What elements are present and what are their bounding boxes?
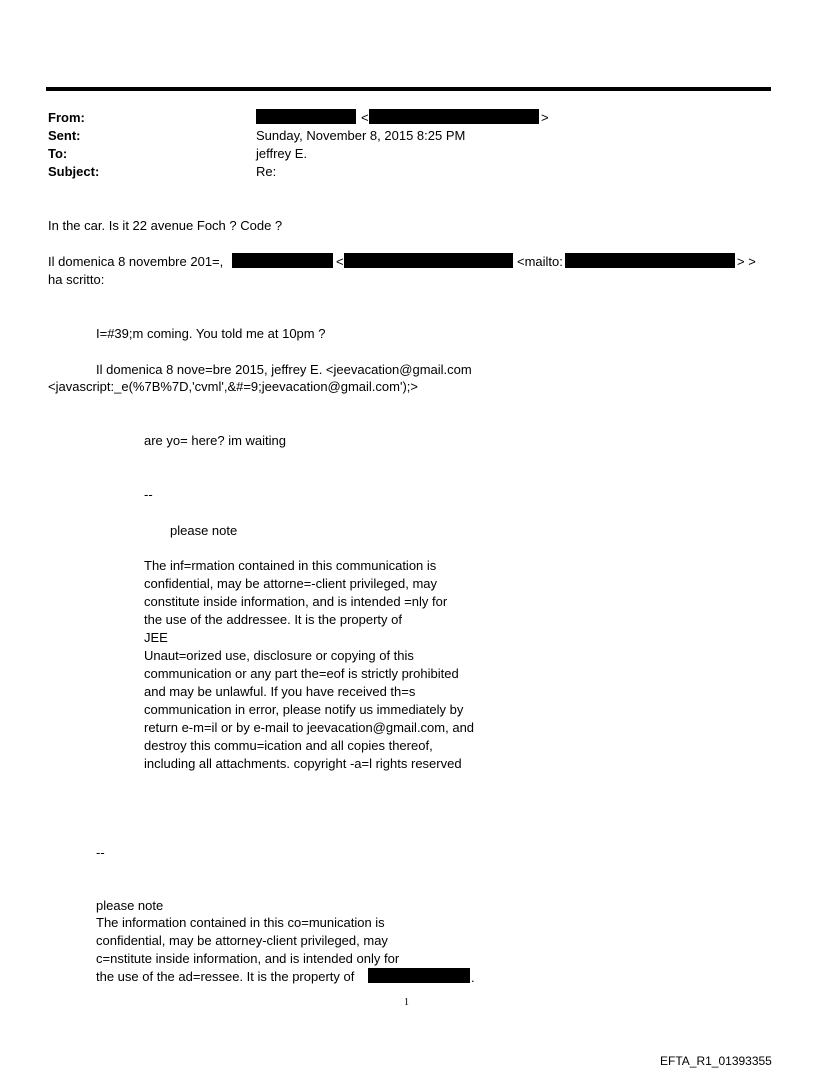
notice-line: destroy this commu=ication and all copies thereof,	[144, 738, 433, 753]
to-value: jeffrey E.	[256, 146, 308, 161]
subject-label: Subject:	[48, 164, 100, 179]
subject-value: Re:	[256, 164, 277, 179]
notice-line: The inf=rmation contained in this communication is	[144, 558, 437, 573]
notice-line: communication in error, please notify us immediately by	[144, 702, 464, 717]
notice2-line: the use of the ad=ressee. It is the property of	[96, 969, 355, 984]
notice2-line: The information contained in this co=munication is	[96, 915, 385, 930]
notice-line: including all attachments. copyright -a=l rights reserved	[144, 756, 462, 771]
notice-line: communication or any part the=eof is strictly prohibited	[144, 666, 459, 681]
notice-line: the use of the addressee. It is the property of	[144, 612, 402, 627]
sent-value: Sunday, November 8, 2015 8:25 PM	[256, 128, 466, 143]
from-gt: >	[541, 110, 549, 125]
notice2-line: c=nstitute inside information, and is intended only for	[96, 951, 400, 966]
please-note: please note	[170, 523, 238, 538]
from-label: From:	[48, 110, 85, 125]
document-id: EFTA_R1_01393355	[660, 1054, 772, 1068]
reply2: I=#39;m coming. You told me at 10pm ?	[96, 326, 326, 341]
quote1-line2: ha scritto:	[48, 272, 105, 287]
redacted-quote1-name	[232, 253, 333, 268]
redacted-sender-name	[256, 109, 356, 124]
quote2-line2: <javascript:_e(%7B%7D,'cvml',&#=9;jeevacation@gmail.com');>	[48, 379, 418, 394]
sent-label: Sent:	[48, 128, 81, 143]
inner-message: are yo= here? im waiting	[144, 433, 286, 448]
signature-separator-2: --	[96, 845, 105, 860]
page-number: 1	[404, 997, 409, 1008]
body-line1: In the car. Is it 22 avenue Foch ? Code ?	[48, 218, 283, 233]
redacted-sender-email	[369, 109, 539, 124]
redacted-owner	[368, 968, 470, 983]
quote2-line1: Il domenica 8 nove=bre 2015, jeffrey E. <jeevacation@gmail.com	[96, 362, 472, 377]
notice2-end: .	[471, 970, 475, 985]
quote1-end: > >	[737, 254, 756, 269]
to-label: To:	[48, 146, 68, 161]
header-rule	[46, 87, 771, 91]
confidentiality-notice	[144, 557, 474, 773]
signature-separator: --	[144, 487, 153, 502]
notice2-line: confidential, may be attorney-client privileged, may	[96, 933, 388, 948]
from-lt: <	[361, 110, 369, 125]
notice-line: JEE	[144, 630, 168, 645]
confidentiality-notice-2	[96, 914, 399, 986]
please-note-2: please note	[96, 898, 164, 913]
quote1-mailto: <mailto:	[517, 254, 563, 269]
quote1-lt: <	[336, 254, 344, 269]
quote1-prefix: Il domenica 8 novembre 201=,	[48, 254, 224, 269]
notice-line: constitute inside information, and is intended =nly for	[144, 594, 448, 609]
notice-line: confidential, may be attorne=-client privileged, may	[144, 576, 438, 591]
notice-line: and may be unlawful. If you have received th=s	[144, 684, 416, 699]
notice-line: return e-m=il or by e-mail to jeevacation@gmail.com, and	[144, 720, 475, 735]
redacted-quote1-email	[344, 253, 513, 268]
notice-line: Unaut=orized use, disclosure or copying of this	[144, 648, 414, 663]
redacted-quote1-mailto	[565, 253, 735, 268]
